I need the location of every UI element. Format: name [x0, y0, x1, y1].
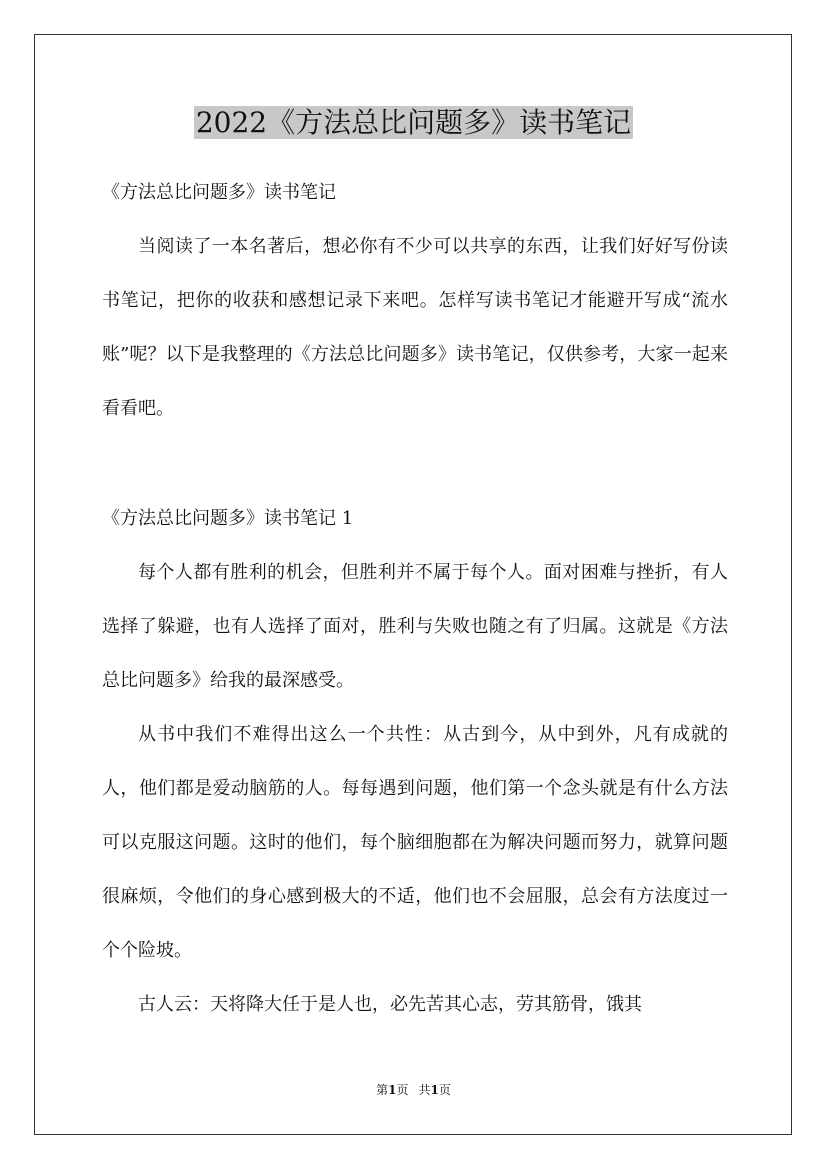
document-title-text: 2022《方法总比问题多》读书笔记	[195, 106, 632, 139]
footer-total-suffix: 页	[438, 1083, 451, 1097]
body-paragraph-2: 从书中我们不难得出这么一个共性：从古到今，从中到外，凡有成就的人，他们都是爱动脑筋的人。每每遇到问题，他们第一个念头就是有什么方法可以克服这问题。这时的他们，每个脑细胞都在为解决问题而努力，就算问题很麻烦，令他们的身心感到极大的不适，他们也不会屈服，总会有方法度过一个个险坡。	[102, 724, 728, 961]
body-paragraph-3: 古人云：天将降大任于是人也，必先苦其心志，劳其筋骨，饿其	[138, 994, 642, 1015]
footer-page-number: 1	[388, 1083, 397, 1097]
page-footer	[0, 1080, 827, 1100]
section-heading: 《方法总比问题多》读书笔记 1	[102, 508, 354, 529]
intro-heading: 《方法总比问题多》读书笔记	[102, 182, 336, 203]
document-title	[0, 100, 827, 146]
footer-total-number: 1	[430, 1083, 439, 1097]
intro-paragraph: 当阅读了一本名著后，想必你有不少可以共享的东西，让我们好好写份读书笔记，把你的收获和感想记录下来吧。怎样写读书笔记才能避开写成“流水账”呢？以下是我整理的《方法总比问题多》读书笔记，仅供参考，大家一起来看看吧。	[102, 236, 728, 419]
footer-page-prefix: 第	[376, 1083, 389, 1097]
footer-total-prefix: 共	[418, 1083, 431, 1097]
footer-page-suffix: 页	[396, 1083, 409, 1097]
body-paragraph-1: 每个人都有胜利的机会，但胜利并不属于每个人。面对困难与挫折，有人选择了躲避，也有人选择了面对，胜利与失败也随之有了归属。这就是《方法总比问题多》给我的最深感受。	[102, 562, 728, 691]
